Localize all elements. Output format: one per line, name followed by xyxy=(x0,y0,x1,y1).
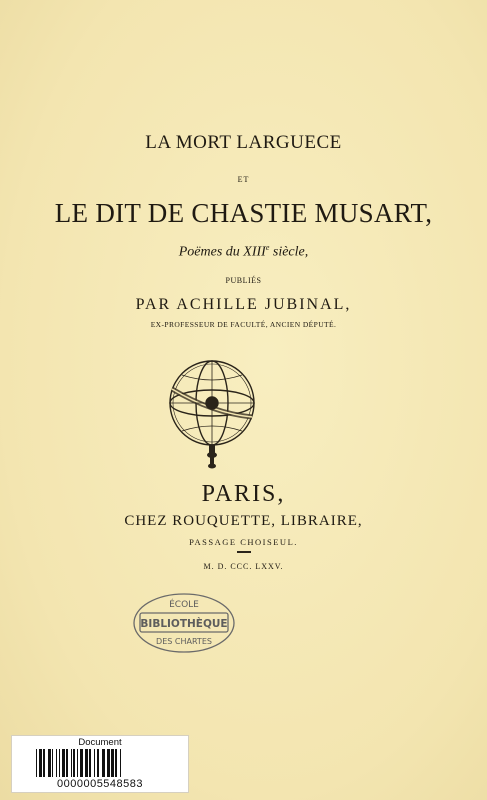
barcode-bar xyxy=(80,749,83,777)
barcode-bar xyxy=(66,749,68,777)
barcode-bar xyxy=(102,749,105,777)
subtitle xyxy=(0,243,487,261)
imprint-address: PASSAGE CHOISEUL. xyxy=(189,537,298,547)
stamp-line-2: BIBLIOTHÈQUE xyxy=(140,618,228,630)
barcode-bar xyxy=(73,749,75,777)
barcode-bar xyxy=(71,749,72,777)
imprint-publisher: CHEZ ROUQUETTE, LIBRAIRE, xyxy=(124,513,363,529)
author-line: PAR ACHILLE JUBINAL, xyxy=(135,296,352,313)
barcode-label xyxy=(11,735,189,793)
author-title: EX-PROFESSEUR DE FACULTÉ, ANCIEN DÉPUTÉ. xyxy=(150,320,337,329)
barcode-bar xyxy=(52,749,53,777)
published-label: PUBLIÉS xyxy=(225,276,262,285)
barcode-bar xyxy=(94,749,95,777)
subtitle-suffix: siècle, xyxy=(269,244,309,260)
barcode-bar xyxy=(77,749,78,777)
barcode-title: Document xyxy=(78,737,122,748)
title-conjunction: ET xyxy=(237,175,250,184)
title-line-1: LA MORT LARGUECE xyxy=(145,132,342,153)
barcode-bar xyxy=(39,749,42,777)
barcode-bar xyxy=(97,749,99,777)
barcode-bar xyxy=(62,749,65,777)
subtitle-superscript: e xyxy=(265,243,270,252)
subtitle-prefix: Poëmes du XIII xyxy=(178,244,266,260)
barcode-bar xyxy=(85,749,88,777)
imprint-year: M. D. CCC. LXXV. xyxy=(203,562,284,571)
barcode-bar xyxy=(59,749,60,777)
stamp-line-3: DES CHARTES xyxy=(156,637,212,646)
barcode-icon xyxy=(36,749,164,777)
barcode-bar xyxy=(43,749,45,777)
barcode-bar xyxy=(115,749,117,777)
barcode-bar xyxy=(120,749,121,777)
barcode-bar xyxy=(56,749,57,777)
barcode-bar xyxy=(111,749,114,777)
armillary-sphere-icon xyxy=(152,355,272,470)
imprint-city: PARIS, xyxy=(201,481,286,507)
title-line-2: LE DIT DE CHASTIE MUSART, xyxy=(54,198,433,228)
barcode-number: 0000005548583 xyxy=(56,778,144,790)
barcode-bar xyxy=(48,749,51,777)
library-stamp xyxy=(132,592,236,654)
stamp-line-1: ÉCOLE xyxy=(169,600,199,610)
barcode-bar xyxy=(89,749,91,777)
divider-rule xyxy=(237,551,251,553)
barcode-bar xyxy=(36,749,37,777)
barcode-bar xyxy=(107,749,110,777)
